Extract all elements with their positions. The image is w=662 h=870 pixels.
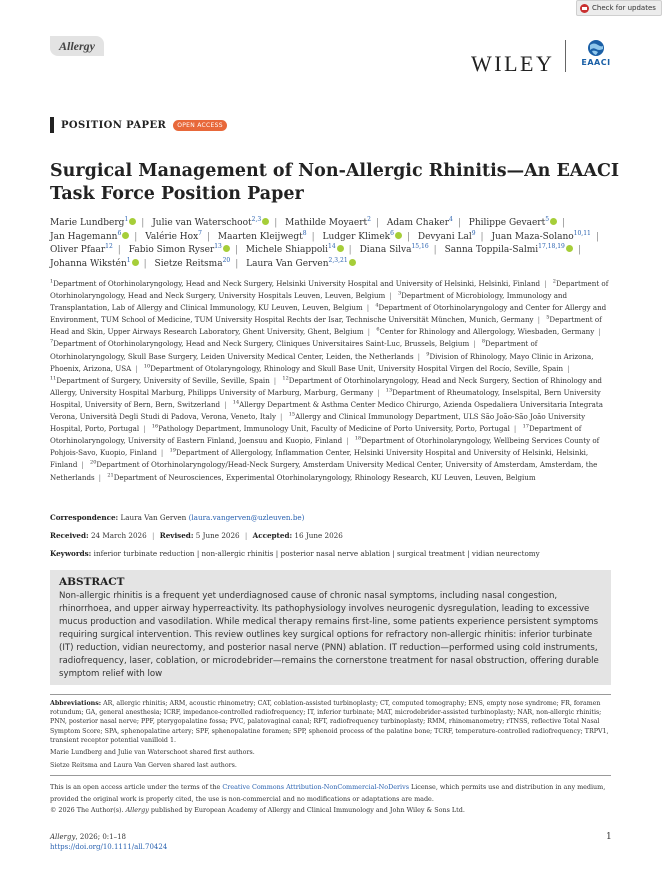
affiliation-text: Department of Otorhinolaryngology, Head and Neck Surgery, Cliniques Universitaires Saint-Luc, Brussels, Belgium [53,339,470,349]
author-separator: | [348,245,352,255]
affiliation-separator: | [81,460,84,470]
affiliation-separator: | [513,424,517,434]
author-name[interactable]: Devyani Lal$^9$ [417,229,476,242]
author-affiliation-ref[interactable]: 1 [126,256,131,264]
open-access-badge: OPEN ACCESS [173,120,227,131]
author-name[interactable]: Valérie Hox$^7$ [145,229,202,242]
author-list [50,217,620,271]
affiliation-text: Department of Rheumatology, Inselspital, Bern University Hospital, University of Bern, Bern, Switzerland [50,387,601,409]
affiliation-number: 19 [169,447,176,454]
author-affiliation-ref[interactable]: 17,18,19 [538,243,565,250]
author-separator: | [274,218,278,228]
correspondence-email-link[interactable]: (laura.vangerven@uzleuven.be) [188,513,305,522]
correspondence [50,513,620,522]
affiliation-text: Center for Rhinology and Allergology, Wiesbaden, Germany [379,327,595,337]
affiliation-separator: | [473,339,476,349]
affiliation-number: 14 [232,399,240,406]
article-dates [50,531,620,540]
article-type-label: POSITION PAPER [61,119,167,131]
abbreviations-label: Abbreviations: [50,700,102,707]
affiliation-number: 12 [282,375,289,382]
author-name[interactable]: Laura Van Gerven$^{2,3,21}$ [246,259,355,269]
affiliation-number: 8 [481,339,486,346]
affiliation-number: 13 [385,387,393,394]
author-name[interactable]: Diana Silva$^{15,16}$ [359,243,429,255]
affiliation-separator: | [224,399,227,409]
page-footer [50,832,167,852]
affiliation-number: 3 [397,290,402,297]
author-separator: | [433,245,437,255]
affiliation-text: Department of Head and Skin, Upper Airways Research Laboratory, Ghent University, Ghent, Belgium [50,315,602,337]
affiliation-text: Department of Otorhinolaryngology and Center for Allergy and Environment, TUM School of Medicine, TUM University Hospital Rechts der Isar, Technische Universität München, Munich, Germany [50,303,607,325]
article-type [50,117,227,133]
orcid-icon[interactable] [349,259,356,266]
affiliation-number: 9 [426,351,430,358]
license-statement [50,781,610,805]
author-name[interactable]: Marie Lundberg$^1$ [50,218,136,228]
received-date: 24 March 2026 [90,531,147,540]
author-name[interactable]: Sanna Toppila-Salmi$^{17,18,19}$ [445,245,573,255]
copyright-post: published by European Academy of Allergy and Clinical Immunology and John Wiley & Sons Ltd. [148,806,465,814]
affiliation-number: 2 [552,278,556,285]
author-affiliation-ref[interactable]: 10,11 [573,229,591,237]
author-affiliation-ref[interactable]: 6 [390,229,394,237]
author-name[interactable]: Julie van Waterschoot$^{2,3}$ [152,218,269,228]
author-separator: | [457,218,461,228]
correspondence-name: Laura Van Gerven [120,513,187,522]
affiliation-number: 17 [522,423,529,430]
affiliation-separator: | [273,375,277,385]
affiliation-number: 4 [375,302,379,309]
affiliation-text: Department of Otorhinolaryngology, Skull Base Surgery, Leiden University Medical Center, Leiden, the Netherlands [50,339,538,361]
copyright-journal: Allergy [125,806,149,814]
author-affiliation-ref[interactable]: 20 [222,256,231,264]
author-separator: | [206,231,211,242]
affiliation-text: Department of Surgery, University of Seville, Seville, Spain [56,375,270,385]
affiliation-separator: | [346,436,349,446]
article-title: Surgical Management of Non-Allergic Rhinitis—An EAACI Task Force Position Paper [50,161,620,204]
affiliation-text: Department of Otorhinolaryngology/Head-Neck Surgery, Amsterdam University Medical Center, University of Amsterdam, Amsterdam, the Netherlands [50,460,598,482]
eaaci-logo-text: EAACI [581,58,611,67]
affiliation-text: Allergy and Clinical Immunology Department, ULS São João-São João University Hospital, Porto, Portugal [50,412,586,434]
footer-citation [50,832,167,842]
wiley-logo: WILEY [471,51,555,76]
affiliation-separator: | [537,315,540,325]
author-affiliation-ref[interactable]: 5 [545,216,550,223]
orcid-icon[interactable] [129,218,136,225]
affiliation-separator: | [544,279,547,288]
affiliation-separator: | [598,327,601,337]
journal-name-tab: Allergy [50,36,104,56]
footer-citation-text: , 2026; 0:1–18 [75,833,126,841]
copyright-pre: © 2026 The Author(s). [50,806,126,814]
orcid-icon[interactable] [132,259,139,266]
affiliation-separator: | [417,351,420,361]
divider [50,694,611,695]
keywords [50,549,620,558]
author-affiliation-ref[interactable]: 2,3,21 [328,256,348,264]
received-label: Received: [50,531,89,540]
author-separator: | [406,231,410,242]
check-for-updates-label: Check for updates [592,4,656,12]
orcid-icon[interactable] [262,218,269,225]
author-separator: | [375,218,380,228]
author-name[interactable]: Sietze Reitsma$^{20}$ [154,256,231,269]
affiliation-number: 21 [107,472,114,479]
article-type-bar [50,117,54,133]
crossmark-icon [580,4,589,13]
affiliation-text: Department of Allergology, Inflammation Center, Helsinki University Hospital and University of Helsinki, Helsinki, Finland [50,448,589,470]
orcid-icon[interactable] [337,245,344,252]
author-separator: | [234,245,238,255]
author-name[interactable]: Maarten Kleijwegt$^8$ [217,229,307,242]
author-name[interactable]: Johanna Wikstén$^1$ [50,259,139,269]
orcid-icon[interactable] [122,232,129,239]
affiliation-number: 1 [50,278,54,285]
affiliation-separator: | [366,303,370,313]
author-name[interactable]: Fabio Simon Ryser$^{13}$ [129,245,230,255]
affiliation-separator: | [567,363,570,373]
author-separator: | [134,231,138,242]
author-name[interactable]: Michele Shiappoli$^{14}$ [246,245,344,255]
author-separator: | [480,231,484,242]
abbreviations-text: AR, allergic rhinitis; ARM, acoustic rhinometry; CAT, coblation-assisted turbinoplasty; CT, computed tomography; ENS, empty nose syndrome; FR, foramen rotundum; GA, general anesthesia; ICRF, impedance-controlled radiofrequency; IT, inferior turbinate; MAT, microdebrider-assisted turbinoplasty; NAR, non-allergic rhinitis; PNN, posterior nasal nerve; PPF, pterygopalatine fossa; PVC, palatovaginal canal; RFT, radiofrequency turbinoplasty; RMM, rhinomanometry; rTNSS, reflective Total Nasal Symptom Score; SPA, sphenopalatine artery; SPF, sphenopalatine foramen; SPP, sphenoid process of the palatine bone; TCRF, temperature-controlled radiofrequency; TRPV1, transient receptor potential vanilloid 1. [50,700,609,744]
date-separator: | [152,531,155,540]
affiliation-text: Department of Otorhinolaryngology, University of Eastern Finland, Joensuu and Kuopio, Finland [50,424,582,446]
affiliation-number: 10 [143,363,151,370]
author-separator: | [235,258,239,269]
abstract-heading: ABSTRACT [59,576,125,588]
affiliation-number: 5 [546,314,550,321]
copyright [50,806,465,814]
author-separator: | [143,258,147,269]
affiliation-text: Department of Otolaryngology, Rhinology and Skull Base Unit, University Hospital Virgen del Rocío, Seville, Spain [150,363,564,373]
affiliation-number: 15 [288,411,296,418]
abbreviations [50,699,610,745]
affiliation-separator: | [160,448,164,458]
logo-divider [565,40,566,72]
affiliation-text: Department of Neurosciences, Experimental Otorhinolaryngology, Rhinology Research, KU Leuven, Leuven, Belgium [113,472,536,482]
affiliation-separator: | [367,327,371,337]
author-affiliation-ref[interactable]: 13 [214,243,222,250]
affiliation-number: 18 [354,435,362,442]
doi-link[interactable]: https://doi.org/10.1111/all.70424 [50,843,168,851]
revised-date: 5 June 2026 [195,531,240,540]
author-name[interactable]: Ludger Klimek$^6$ [323,232,402,242]
keywords-label: Keywords: [50,549,92,558]
affiliation-text: Pathology Department, Immunology Unit, Faculty of Medicine of Porto University, Porto, Portugal [158,424,510,434]
author-name[interactable]: Mathilde Moyaert$^2$ [285,216,371,228]
keywords-text: inferior turbinate reduction | non-allergic rhinitis | posterior nasal nerve ablation | surgical treatment | vidian neurectomy [93,549,540,558]
author-affiliation-ref[interactable]: 7 [198,229,202,237]
footer-journal: Allergy [50,833,76,841]
check-for-updates-button[interactable] [576,0,662,16]
affiliation-number: 20 [90,460,97,467]
affiliation-separator: | [135,363,138,373]
author-name[interactable]: Jan Hagemann$^6$ [50,232,129,242]
author-affiliation-ref[interactable]: 4 [449,216,453,223]
license-link[interactable]: Creative Commons Attribution-NonCommercial-NoDerivs [222,783,409,791]
affiliations [50,278,615,484]
page-number: 1 [606,832,612,842]
last-authors-note: Sietze Reitsma and Laura Van Gerven shared last authors. [50,762,237,769]
license-text-post: License, which permits use and distribution in any medium, provided the original work is properly cited, the use is non-commercial and no modifications or adaptations are made. [50,783,606,804]
author-name[interactable]: Adam Chaker$^4$ [386,216,453,228]
orcid-icon[interactable] [550,218,557,225]
affiliation-text: Department of Microbiology, Immunology and Transplantation, Lab of Allergy and Clinical Immunology, KU Leuven, Leuven, Belgium [50,291,568,313]
affiliation-separator: | [98,472,102,482]
author-separator: | [595,231,599,242]
affiliation-text: Department of Otorhinolaryngology, Head and Neck Surgery, Section of Rhinology and Allergy, University Hospital Marburg, Philipps University of Marburg, Marburg, Germany [50,375,602,397]
author-separator: | [562,218,566,228]
author-affiliation-ref[interactable]: 12 [105,243,113,250]
affiliation-separator: | [389,291,392,301]
accepted-date: 16 June 2026 [294,531,343,540]
affiliation-number: 11 [50,375,57,382]
abstract-box [50,570,611,685]
abstract-text: Non-allergic rhinitis is a frequent yet underdiagnosed cause of chronic nasal symptoms, including nasal congestion, rhinorrhoea, and upper airway hyperreactivity. Its pathophysiology involves neurogenic dysregulation, leading to excessive mucus production and vasodilation. While medical therapy remains first-line, some patients experience persistent symptoms requiring surgical intervention. This review outlines key surgical options for refractory non-allergic rhinitis: inferior turbinate (IT) reduction, vidian neurectomy, and posterior nasal nerve (PNN) ablation. IT reduction—performed using cold instruments, radiofrequency, laser, coblation, or microdebrider—remains the cornerstone treatment for nasal obstruction, offering durable symptom relief with low [59,591,599,679]
affiliation-separator: | [377,387,380,397]
affiliation-text: Department of Otorhinolaryngology, Head and Neck Surgery, University Hospitals Leuven, Leuven, Belgium [50,279,609,301]
author-affiliation-ref[interactable]: 14 [328,243,336,250]
affiliation-text: Allergy Department & Asthma Center Medico Chirurgo, Azienda Ospedaliera Universitaria Integrata Verona, Università Degli Studi di Padova, Verona, Veneto, Italy [50,399,603,422]
divider [50,775,611,776]
author-separator: | [141,218,145,228]
affiliation-number: 16 [151,423,159,430]
author-name[interactable]: Philippe Gevaert$^5$ [469,218,557,228]
orcid-icon[interactable] [395,232,402,239]
first-authors-note: Marie Lundberg and Julie van Waterschoot shared first authors. [50,749,255,756]
author-affiliation-ref[interactable]: 2,3 [251,216,262,223]
affiliation-number: 6 [376,327,380,334]
eaaci-globe-icon [576,38,616,74]
author-affiliation-ref[interactable]: 8 [302,229,307,237]
license-text-pre: This is an open access article under the terms of the [50,783,223,791]
affiliation-text: Department of Otorhinolaryngology, Wellbeing Services County of Pohjois-Savo, Kuopio, Finland [50,436,600,458]
author-separator: | [311,231,315,242]
author-affiliation-ref[interactable]: 15,16 [411,243,429,250]
affiliation-number: 7 [50,339,54,346]
author-separator: | [577,245,581,255]
author-separator: | [117,245,121,255]
affiliation-separator: | [280,412,283,422]
affiliation-text: Division of Rhinology, Mayo Clinic in Arizona, Phoenix, Arizona, USA [50,351,594,373]
correspondence-label: Correspondence: [50,513,119,522]
date-separator: | [244,531,248,540]
orcid-icon[interactable] [566,245,573,252]
author-affiliation-ref[interactable]: 6 [117,229,122,237]
author-name[interactable]: Oliver Pfaar$^{12}$ [50,243,113,255]
author-name[interactable]: Juan Maza-Solano$^{10,11}$ [491,229,591,242]
revised-label: Revised: [159,531,194,540]
author-affiliation-ref[interactable]: 2 [367,216,371,223]
affiliation-separator: | [143,424,146,434]
affiliation-text: Department of Otorhinolaryngology, Head and Neck Surgery, Helsinki University Hospital and University of Helsinki, Helsinki, Finland [53,279,541,288]
author-affiliation-ref[interactable]: 1 [124,216,129,223]
author-affiliation-ref[interactable]: 9 [471,229,476,237]
orcid-icon[interactable] [223,245,230,252]
accepted-label: Accepted: [252,531,293,540]
